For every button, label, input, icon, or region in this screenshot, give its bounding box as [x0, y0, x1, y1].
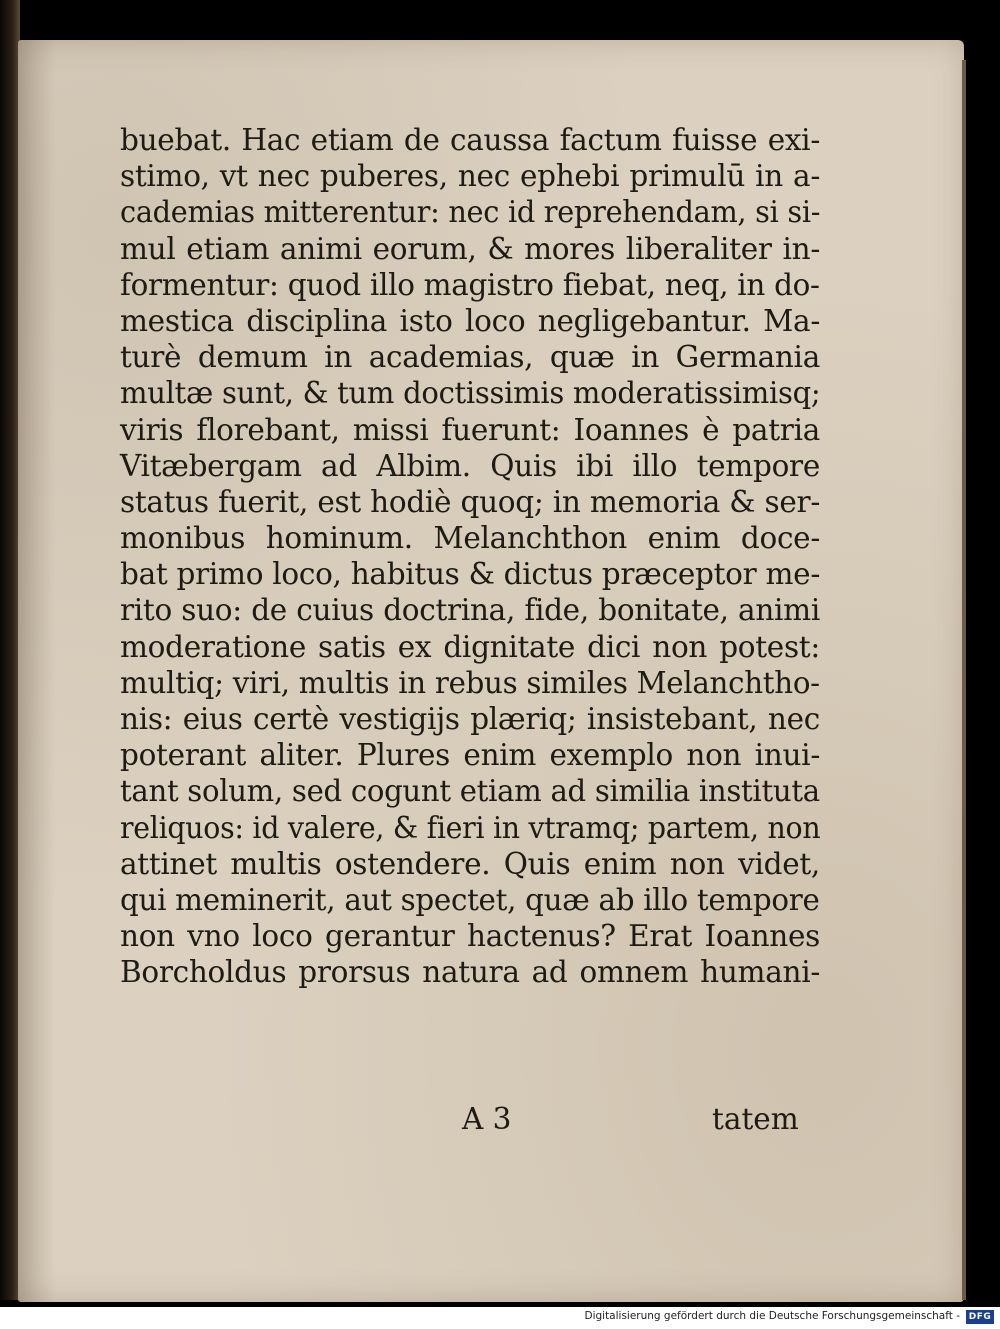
text-line: cademias mitterentur: nec id reprehendam, si si-	[120, 195, 821, 230]
text-line: status fuerit, est hodiè quoq; in memoria & ser-	[120, 484, 820, 519]
text-line: stimo, vt nec puberes, nec ephebi primulū in a-	[120, 159, 820, 194]
text-line: multæ sunt, & tum doctissimis moderatissimisq;	[120, 376, 821, 411]
text-line: reliquos: id valere, & fieri in vtramq; partem, non	[120, 810, 821, 845]
digitization-credit-bar	[0, 1307, 1000, 1329]
text-line: moderatione satis ex dignitate dici non potest:	[120, 629, 820, 664]
text-line: viris florebant, missi fuerunt: Ioannes è patria	[120, 412, 820, 447]
text-line: mul etiam animi eorum, & mores liberaliter in-	[120, 231, 820, 266]
page-body-text	[120, 122, 820, 991]
page-edge-shadow	[962, 60, 966, 1300]
text-line: Borcholdus prorsus natura ad omnem humani-	[120, 955, 820, 990]
text-line: formentur: quod illo magistro fiebat, neq, in do-	[120, 267, 820, 302]
text-line: multiq; viri, multis in rebus similes Melanchtho-	[120, 665, 820, 700]
text-line: non vno loco gerantur hactenus? Erat Ioannes	[120, 919, 820, 954]
signature-mark: A 3	[462, 1102, 512, 1136]
book-binding-edge	[0, 0, 20, 1300]
text-line: tant solum, sed cogunt etiam ad similia instituta	[120, 774, 820, 809]
text-line: buebat. Hac etiam de caussa factum fuisse exi-	[120, 123, 820, 157]
text-line: monibus hominum. Melanchthon enim doce-	[120, 521, 820, 556]
text-line: attinet multis ostendere. Quis enim non videt,	[120, 846, 820, 881]
text-line: mestica disciplina isto loco negligebantur. Ma-	[120, 303, 820, 338]
credit-text: Digitalisierung gefördert durch die Deutsche Forschungsgemeinschaft -	[584, 1310, 960, 1322]
text-line: bat primo loco, habitus & dictus præceptor me-	[120, 557, 820, 592]
text-line: Vitæbergam ad Albim. Quis ibi illo tempore	[120, 448, 820, 483]
text-line: turè demum in academias, quæ in Germania	[120, 340, 820, 375]
catchword: tatem	[712, 1102, 799, 1136]
text-line: poterant aliter. Plures enim exemplo non inui-	[120, 738, 820, 773]
text-line: nis: eius certè vestigijs plæriq; insistebant, nec	[120, 702, 820, 737]
dfg-logo: DFG	[966, 1310, 994, 1324]
text-line: qui meminerit, aut spectet, quæ ab illo tempore	[120, 883, 820, 918]
text-line: rito suo: de cuius doctrina, fide, bonitate, animi	[120, 593, 820, 628]
